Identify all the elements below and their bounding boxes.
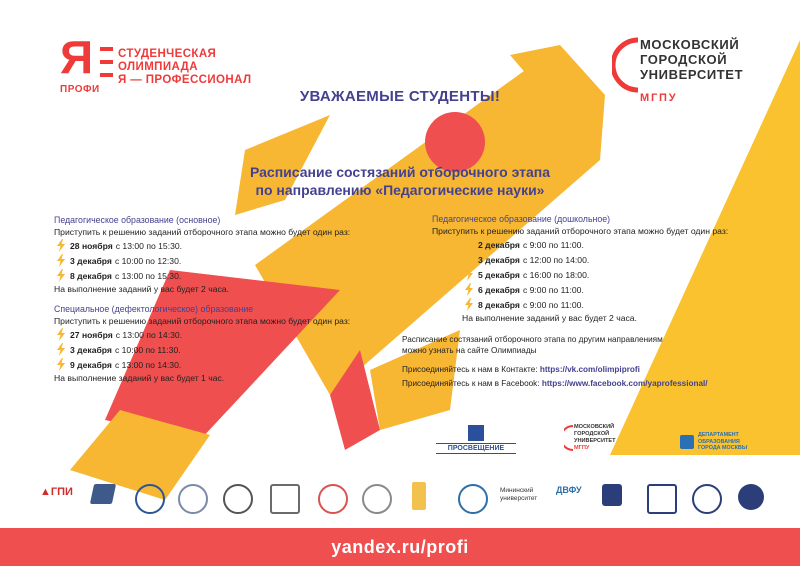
section-duration: На выполнение заданий у вас будет 2 часа. [54,284,229,294]
time-range: с 9:00 по 11:00. [522,239,584,250]
section-duration: На выполнение заданий у вас будет 2 часа. [462,313,637,323]
olympiad-logo-line: ОЛИМПИАДА [118,61,198,73]
minin-line: Мининский [500,487,534,494]
time-range: с 9:00 по 11:00. [522,284,584,295]
university-seal-icon [318,484,348,514]
vk-link[interactable]: https://vk.com/olimpiprofi [539,365,640,374]
date-label: 8 декабря [70,270,112,281]
dvfu-logo [556,485,582,495]
logo-bar [100,47,113,51]
title-line: по направлению «Педагогические науки» [255,182,545,198]
olympiad-logo-line: СТУДЕНЧЕСКАЯ [118,48,217,60]
olympiad-logo-line: Я — ПРОФЕССИОНАЛ [118,74,252,86]
dept-line: ОБРАЗОВАНИЯ [698,438,740,445]
mgpu-logo-line: ГОРОДСКОЙ [640,52,728,67]
logo-bar [100,60,113,64]
date-item [56,238,350,253]
lightning-icon [464,283,474,296]
vk-line [402,364,640,375]
date-item [464,282,728,297]
university-shield-icon [647,484,677,514]
mgpu-logo-line: МОСКОВСКИЙ [640,37,740,52]
footer-url[interactable]: yandex.ru/profi [331,537,469,557]
lightning-icon [56,254,66,267]
dvfu-text: ДВФУ [556,485,582,495]
page-title [150,163,650,199]
olympiad-logo-text [118,48,251,87]
mgpu-partner-line: ГОРОДСКОЙ [574,431,610,437]
mgpu-partner-abbr: МГПУ [574,445,590,451]
title-line: Расписание состязаний отборочного этапа [249,164,551,180]
time-range: с 13:00 по 14:30. [114,359,182,370]
mgpu-partner-logo [566,424,616,452]
lightning-icon [464,253,474,266]
date-label: 5 декабря [478,269,520,280]
university-shield-icon [602,484,622,506]
section-heading: Специальное (дефектологическое) образование [54,304,254,314]
date-label: 3 декабря [70,255,112,266]
ya-logo-sub: ПРОФИ [60,84,100,95]
gpi-text: ГПИ [50,486,73,498]
section-intro: Приступить к решению заданий отборочного этапа можно будет один раз: [54,316,351,326]
dept-line: ГОРОДА МОСКВЫ [698,445,748,451]
date-label: 3 декабря [70,344,112,355]
time-range: с 9:00 по 11:00. [522,299,584,310]
date-label: 28 ноября [70,240,113,251]
section-intro: Приступить к решению заданий отборочного этапа можно будет один раз: [54,227,351,237]
gpi-logo: ▲ГПИ [40,486,73,498]
date-label: 8 декабря [478,299,520,310]
minin-line: университет [500,495,538,502]
sail-icon [412,482,426,510]
university-seal-icon [135,484,165,514]
university-building-icon [270,484,300,514]
logo-bar [100,73,113,77]
dept-line: ДЕПАРТАМЕНТ [698,432,739,438]
lightning-icon [56,358,66,371]
other-schedule-note [402,334,663,356]
date-item [464,237,728,252]
section-heading: Педагогическое образование (дошкольное) [432,214,611,224]
lightning-icon [56,328,66,341]
fb-label: Присоединяйтесь к нам в Facebook: [402,379,540,388]
minin-logo [500,487,537,503]
university-seal-icon [458,484,488,514]
date-item [56,327,350,342]
mgpu-arc-icon [564,424,574,452]
date-item [464,252,728,267]
greeting-heading: УВАЖАЕМЫЕ СТУДЕНТЫ! [299,88,501,105]
lightning-icon [56,343,66,356]
date-label: 6 декабря [478,284,520,295]
schedule-left-column [54,214,350,384]
university-seal-icon [738,484,764,510]
time-range: с 10:00 по 11:30. [114,344,181,355]
vk-label: Присоединяйтесь к нам в Контакте: [402,365,538,374]
university-seal-icon [223,484,253,514]
section-intro: Приступить к решению заданий отборочного этапа можно будет один раз: [432,226,729,236]
date-item [56,342,350,357]
fb-link[interactable]: https://www.facebook.com/yaprofessional/ [541,379,708,388]
lightning-icon [56,239,66,252]
prosveshchenie-logo [436,425,516,454]
date-item [464,297,728,312]
date-item [56,357,350,372]
lightning-icon [464,268,474,281]
date-list [54,327,350,372]
university-seal-icon [362,484,392,514]
prosveshchenie-icon [468,425,484,441]
time-range: с 16:00 по 18:00. [522,269,590,280]
date-label: 2 декабря [478,239,520,250]
mgpu-logo-abbr: МГПУ [640,92,678,104]
university-logo-icon [90,484,116,504]
date-label: 27 ноября [70,329,113,340]
date-list [54,238,350,283]
time-range: с 10:00 по 12:30. [114,255,182,266]
section-heading: Педагогическое образование (основное) [54,215,221,225]
mgpu-partner-line: УНИВЕРСИТЕТ [574,438,616,444]
schedule-right-column [432,213,728,324]
book-icon [680,435,694,449]
lightning-icon [464,238,474,251]
university-seal-icon [692,484,722,514]
dept-education-logo [680,432,747,452]
note-line: можно узнать на сайте Олимпиады [402,346,537,355]
date-label: 9 декабря [70,359,112,370]
lightning-icon [464,298,474,311]
time-range: с 13:00 по 14:30. [115,329,183,340]
date-item [56,253,350,268]
mgpu-logo-text [640,37,743,82]
prosveshchenie-text: ПРОСВЕЩЕНИЕ [436,443,516,454]
note-line: Расписание состязаний отборочного этапа по другим направлениям [402,335,663,344]
date-item [464,267,728,282]
university-seal-icon [178,484,208,514]
date-label: 3 декабря [478,254,520,265]
time-range: с 13:00 по 15:30. [114,270,182,281]
section-duration: На выполнение заданий у вас будет 1 час. [54,373,225,383]
mgpu-logo-line: УНИВЕРСИТЕТ [640,67,744,82]
date-list [462,237,728,312]
time-range: с 13:00 по 15:30. [115,240,183,251]
fb-line [402,378,708,389]
mgpu-arc-icon [612,36,642,96]
mgpu-partner-line: МОСКОВСКИЙ [574,424,615,430]
ya-logo-letter: Я [60,31,94,83]
lightning-icon [56,269,66,282]
date-item [56,268,350,283]
time-range: с 12:00 по 14:00. [522,254,590,265]
